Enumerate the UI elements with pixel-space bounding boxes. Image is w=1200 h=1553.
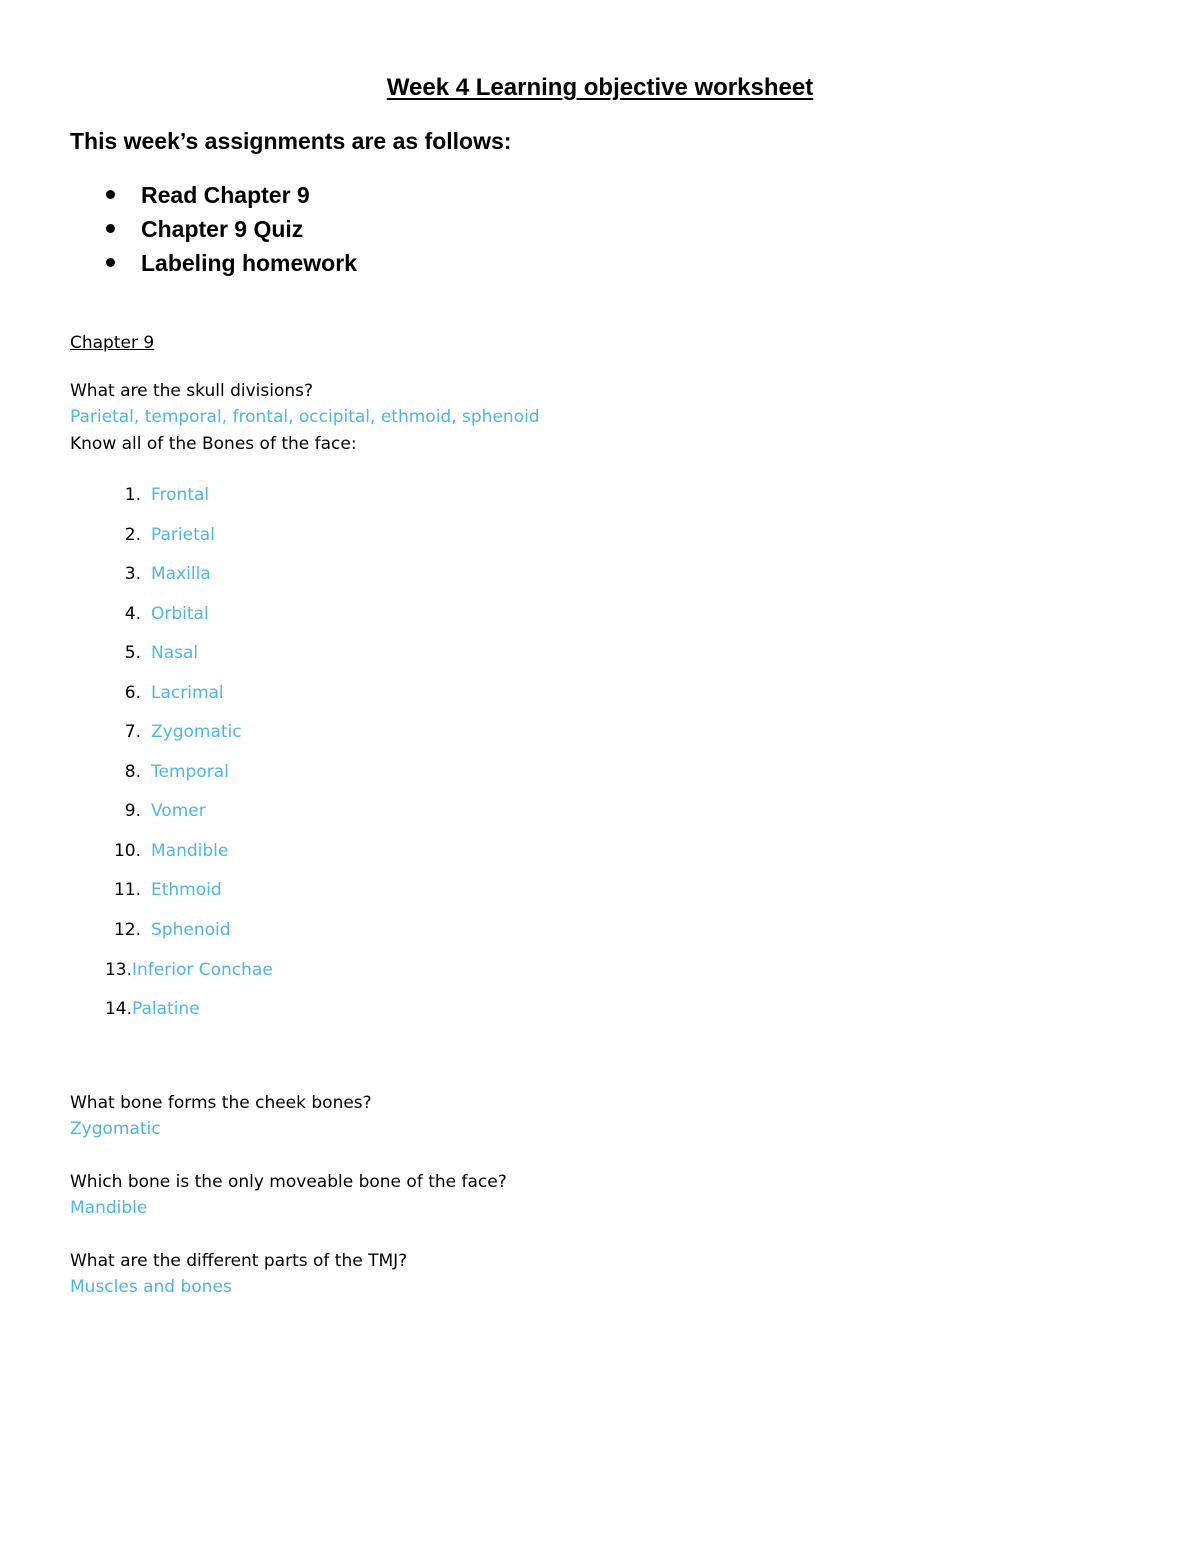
item-number: 5. [124,643,141,664]
list-item [70,957,273,997]
bone-label: Zygomatic [151,722,242,743]
item-number: 1. [124,485,141,505]
item-number: 2. [124,524,141,545]
list-item [70,877,273,917]
question-bones-of-face: Know all of the Bones of the face: [70,434,357,454]
list-item [70,561,273,601]
answer-tmj-parts: Muscles and bones [70,1277,232,1297]
list-item [70,640,273,680]
bone-label: Ethmoid [151,880,222,901]
list-item [70,838,273,878]
bone-label: Vomer [151,801,206,822]
item-number: 11. [113,880,141,901]
bone-label: Mandible [151,840,229,861]
bullet-icon [106,190,115,199]
assignment-label: Labeling homework [141,250,357,276]
bone-label: Temporal [151,761,229,782]
question-tmj-parts: What are the different parts of the TMJ? [70,1251,408,1271]
item-number: 3. [124,564,141,585]
list-item [70,759,273,799]
list-item [70,180,357,214]
question-skull-divisions: What are the skull divisions? [70,381,314,401]
item-number: 6. [124,682,141,703]
list-item [70,482,273,522]
bullet-icon [106,258,115,267]
answer-moveable-bone: Mandible [70,1198,148,1218]
question-moveable-bone: Which bone is the only moveable bone of the face? [70,1172,507,1192]
list-item [70,917,273,957]
bone-label: Sphenoid [151,920,231,941]
list-item [70,798,273,838]
list-item [70,680,273,720]
bone-label: Lacrimal [151,682,224,703]
bone-label: Frontal [151,485,210,505]
section-heading: Chapter 9 [70,333,155,353]
item-number: 13. [104,959,132,980]
item-number: 12. [113,920,141,941]
assignment-label: Chapter 9 Quiz [141,216,304,242]
question-cheek-bones: What bone forms the cheek bones? [70,1093,372,1113]
item-number: 10. [113,840,141,861]
item-number: 7. [124,722,141,743]
answer-cheek-bones: Zygomatic [70,1119,161,1139]
bone-label: Inferior Conchae [132,959,273,980]
list-item [70,719,273,759]
bone-label: Orbital [151,603,209,624]
list-item [70,601,273,641]
item-number: 4. [124,603,141,624]
bone-label: Palatine [132,999,200,1020]
bone-label: Maxilla [151,564,211,585]
page-title: Week 4 Learning objective worksheet [386,74,814,101]
item-number: 14. [104,999,132,1020]
assignment-label: Read Chapter 9 [141,182,310,208]
item-number: 8. [124,761,141,782]
list-item [70,522,273,562]
list-item [70,996,273,1036]
answer-skull-divisions: Parietal, temporal, frontal, occipital, ethmoid, sphenoid [70,407,540,427]
bones-list [70,482,273,1036]
bullet-icon [106,224,115,233]
list-item [70,248,357,282]
assignments-list [70,180,357,282]
bone-label: Nasal [151,643,199,664]
item-number: 9. [124,801,141,822]
assignments-intro: This week’s assignments are as follows: [70,128,512,154]
list-item [70,214,357,248]
bone-label: Parietal [151,524,215,545]
